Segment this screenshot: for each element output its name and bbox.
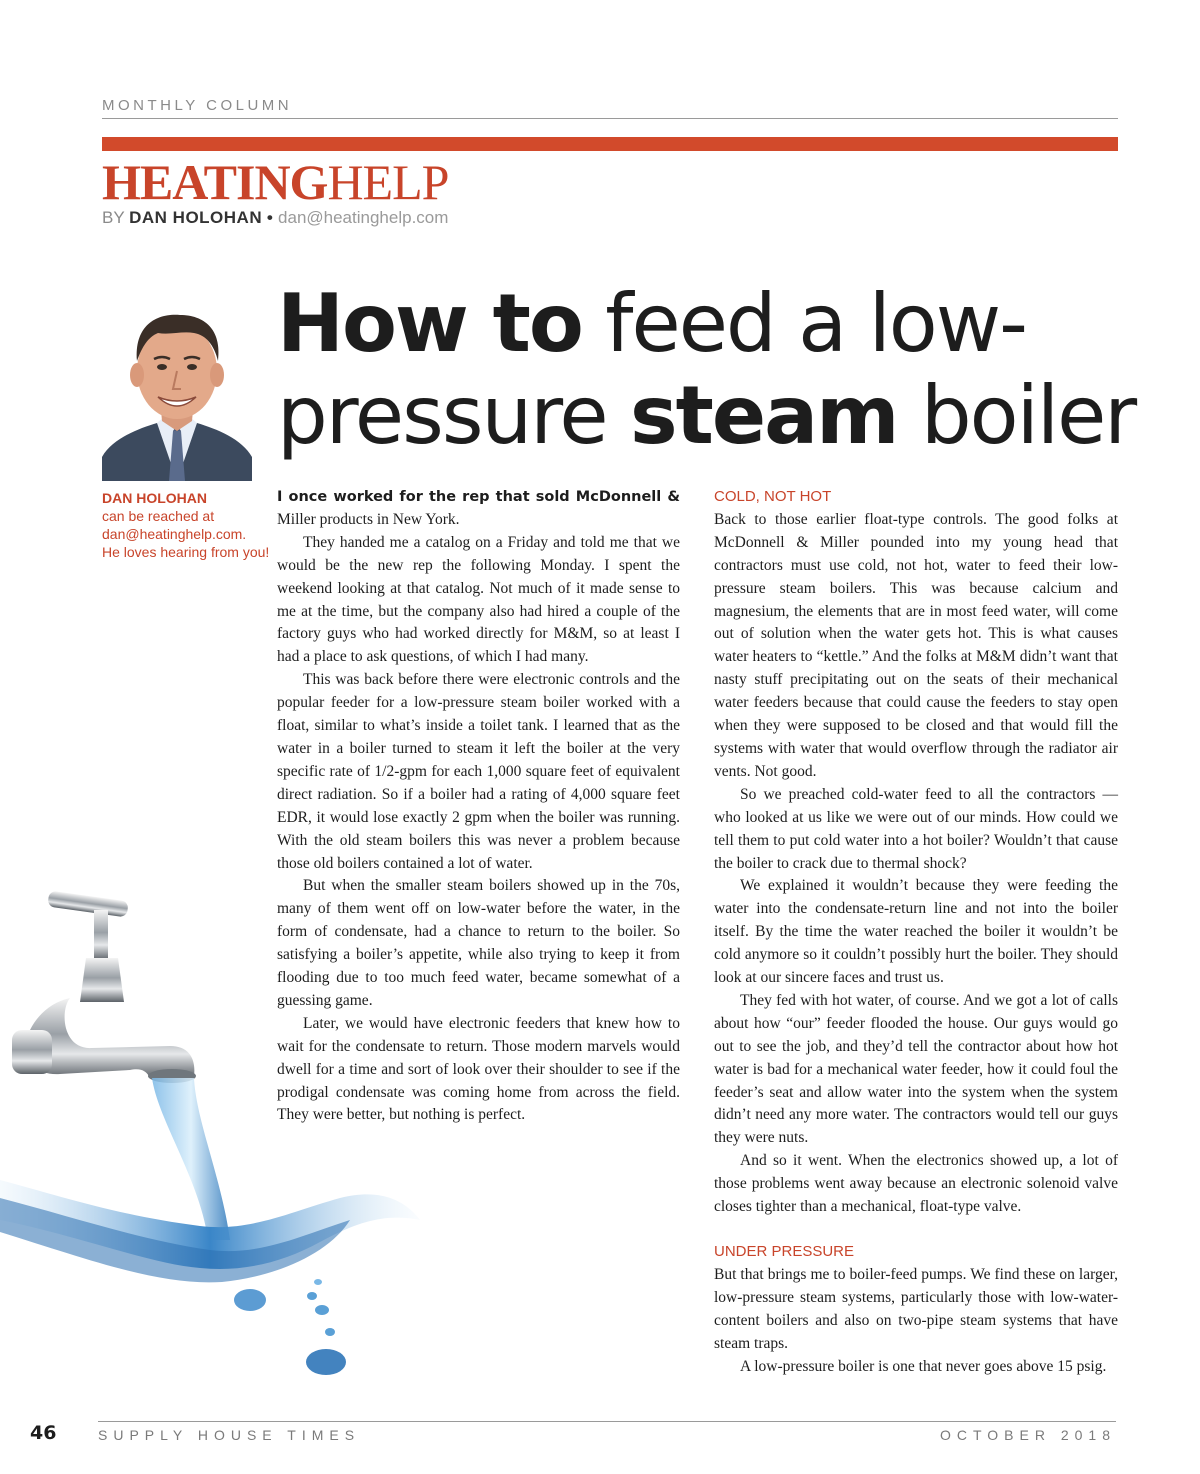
article-column-2 [714,486,1118,1378]
subhead-under-pressure: UNDER PRESSURE [714,1243,855,1260]
headline-light-2b: boiler [897,369,1136,462]
paragraph: This was back before there were electronic controls and the popular feeder for a low-pressure steam boiler worked with a float, similar to what’s inside a toilet tank. I learned that as the water in a boiler turned to steam it left the boiler at the very specific rate of 1/2-gpm for each 1,000 square feet of equivalent direct radiation. So if a boiler had a rating of 4,000 square feet EDR, it would lose exactly 2 gpm when the boiler was running. With the old steam boilers this was never a problem because those old boilers contained a lot of water. [277,671,680,872]
paragraph: Later, we would have electronic feeders that knew how to wait for the condensate to return. Those modern marvels would dwell for a time and sort of look over their shoulder to see if the prodigal condensate was coming home from across the field. They were better, but nothing is perfect. [277,1014,680,1124]
author-photo-icon [102,289,252,481]
footer-divider [98,1421,1116,1422]
headline-bold-1: How to [277,277,582,370]
bio-line: can be reached at [102,508,215,524]
paragraph: But when the smaller steam boilers showed up in the 70s, many of them went off on low-water before the water, in the form of condensate, had a chance to return to the boiler. So satisfying a boiler’s appetite, while also trying to keep it from flooding due to too much feed water, became somewhat of a guessing game. [277,877,680,1009]
paragraph: We explained it wouldn’t because they were feeding the water into the condensate-return line and not into the boiler itself. By the time the water reached the boiler it wouldn’t be cold anymore so it couldn’t possibly hurt the boiler. They should look at our sincere faces and trust us. [714,877,1118,987]
bio-name: DAN HOLOHAN [102,490,207,506]
page-number: 46 [30,1422,57,1444]
brand-accent-bar [102,137,1118,151]
headline-line-1 [277,278,1177,370]
byline-prefix: BY [102,208,125,227]
paragraph: So we preached cold-water feed to all the contractors — who looked at us like we were out of our minds. How could we tell them to put cold water into a hot boiler? Wouldn’t that cause the boiler to crack due to thermal shock? [714,785,1118,872]
paragraph [277,486,680,532]
column-brand [102,154,448,210]
lead-rest: Miller products in New York. [277,510,460,528]
paragraph: They fed with hot water, of course. And we got a lot of calls about how “our” feeder flooded the house. Our guys would go out to see the job, and they’d tell the contractor about how hot water is bad for a mechanical water feeder, how it could foul the feeder’s seat and allow water into the system when the system didn’t need any more water. The contractors would tell our guys they were nuts. [714,991,1118,1147]
subhead-cold-not-hot: COLD, NOT HOT [714,488,832,505]
headline-light-1: feed a low- [581,277,1027,370]
paragraph: They handed me a catalog on a Friday and told me that we would be the new rep the following Monday. I spent the weekend looking at that catalog. Not much of it made sense to me at the time, but the company also had hired a couple of the factory guys who had worked directly for M&M, so at least I had a place to ask questions, of which I had many. [277,533,680,666]
author-bio [102,489,272,561]
paragraph: But that brings me to boiler-feed pumps. We find these on larger, low-pressure steam systems, particularly those with low-water-content boilers and also on two-pipe steam systems that have steam traps. [714,1265,1118,1352]
article-headline [277,278,1177,462]
bio-line: He loves hearing from you! [102,544,270,560]
headline-bold-2: steam [629,369,898,462]
issue-date: OCTOBER 2018 [939,1427,1116,1443]
brand-light: HELP [327,154,449,210]
author-photo [102,289,252,481]
byline-email: dan@heatinghelp.com [278,208,449,227]
bio-email[interactable]: dan@heatinghelp.com. [102,526,247,542]
section-kicker: MONTHLY COLUMN [102,97,293,114]
kicker-divider [102,118,1118,119]
section-spacer [714,1219,1118,1241]
byline-author: DAN HOLOHAN [129,208,263,227]
lead-in: I once worked for the rep that sold McDonnell & [277,489,680,505]
paragraph: Back to those earlier float-type controls. The good folks at McDonnell & Miller pounded into my young head that contractors must use cold, not hot, water to feed their low-pressure steam boilers. This was because calcium and magnesium, the elements that are in most feed water, will come out of solution when the water gets hot. This is what causes water heaters to “kettle.” And the folks at M&M didn’t want that nasty stuff precipitating out on the seats of their mechanical water feeders because that could cause the feeders to stay open when they were supposed to be closed and that would fill the systems with water that would overflow through the radiator air vents. Not good. [714,510,1118,780]
paragraph: A low-pressure boiler is one that never goes above 15 psig. [740,1357,1107,1375]
byline [102,208,448,228]
publication-name: SUPPLY HOUSE TIMES [98,1427,361,1443]
article-column-1 [277,486,680,1127]
byline-bullet: • [266,208,274,227]
brand-bold: HEATING [102,154,328,210]
headline-line-2 [277,370,1177,462]
paragraph: And so it went. When the electronics showed up, a lot of those problems went away because an electronic solenoid valve closes tighter than a mechanical, float-type valve. [714,1152,1118,1216]
headline-light-2a: pressure [277,369,630,462]
